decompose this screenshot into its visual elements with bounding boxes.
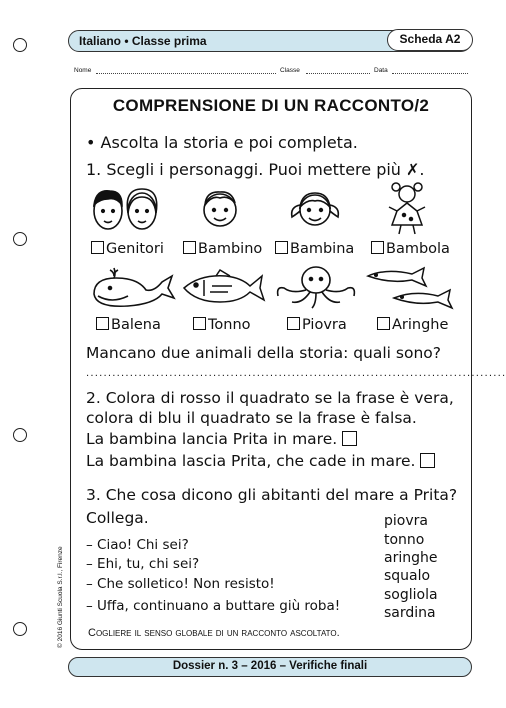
tuna-illustration bbox=[180, 270, 266, 306]
footer-bar: Dossier n. 3 – 2016 – Verifiche finali bbox=[68, 657, 472, 677]
girl-illustration bbox=[288, 183, 342, 233]
copyright-notice: © 2016 Giunti Scuola S.r.l., Firenze bbox=[57, 546, 64, 648]
parents-illustration bbox=[86, 183, 166, 235]
option-tonno[interactable]: Tonno bbox=[193, 317, 251, 333]
whale-illustration bbox=[88, 262, 176, 312]
option-genitori[interactable]: Genitori bbox=[91, 241, 164, 257]
option-aringhe[interactable]: Aringhe bbox=[377, 317, 448, 333]
option-bambina[interactable]: Bambina bbox=[275, 241, 354, 257]
checkbox[interactable] bbox=[96, 317, 109, 330]
phrase-item[interactable]: – Uffa, continuano a buttare giù roba! bbox=[86, 598, 341, 614]
checkbox[interactable] bbox=[377, 317, 390, 330]
question-1: 1. Scegli i personaggi. Puoi mettere più ✗. bbox=[86, 160, 425, 179]
binder-hole bbox=[13, 232, 27, 246]
page-title: COMPRENSIONE DI UN RACCONTO/2 bbox=[112, 96, 430, 115]
sheet-tag: Scheda A2 bbox=[387, 29, 473, 51]
question-3-line1: 3. Che cosa dicono gli abitanti del mare a Prita? bbox=[86, 486, 458, 504]
color-box[interactable] bbox=[342, 431, 357, 446]
checkbox[interactable] bbox=[91, 241, 104, 254]
option-bambino[interactable]: Bambino bbox=[183, 241, 262, 257]
boy-illustration bbox=[198, 183, 242, 233]
student-info-line bbox=[74, 67, 468, 79]
missing-animals-question: Mancano due animali della storia: quali sono? bbox=[86, 344, 442, 362]
doll-illustration bbox=[384, 181, 430, 237]
answer-line[interactable]: ................................................................................................ bbox=[86, 368, 506, 379]
learning-objective: Cogliere il senso globale di un racconto ascoltato. bbox=[88, 627, 340, 639]
question-3-line2: Collega. bbox=[86, 509, 149, 527]
phrase-item[interactable]: – Che solletico! Non resisto! bbox=[86, 576, 275, 592]
option-piovra[interactable]: Piovra bbox=[287, 317, 347, 333]
question-2-line1: 2. Colora di rosso il quadrato se la frase è vera, bbox=[86, 389, 454, 407]
phrase-item[interactable]: – Ciao! Chi sei? bbox=[86, 537, 189, 553]
question-2-line2: colora di blu il quadrato se la frase è falsa. bbox=[86, 409, 417, 427]
animal-item[interactable]: aringhe bbox=[384, 550, 438, 566]
binder-hole bbox=[13, 38, 27, 52]
animal-item[interactable]: sardina bbox=[384, 605, 436, 621]
date-field[interactable] bbox=[392, 73, 468, 74]
animal-item[interactable]: sogliola bbox=[384, 587, 438, 603]
octopus-illustration bbox=[272, 264, 360, 310]
instruction: • Ascolta la storia e poi completa. bbox=[86, 133, 358, 152]
option-balena[interactable]: Balena bbox=[96, 317, 161, 333]
animal-item[interactable]: piovra bbox=[384, 513, 428, 529]
class-label: Classe bbox=[280, 67, 300, 74]
color-box[interactable] bbox=[420, 453, 435, 468]
binder-hole bbox=[13, 622, 27, 636]
checkbox[interactable] bbox=[193, 317, 206, 330]
animal-item[interactable]: tonno bbox=[384, 532, 425, 548]
checkbox[interactable] bbox=[371, 241, 384, 254]
checkbox[interactable] bbox=[287, 317, 300, 330]
phrase-item[interactable]: – Ehi, tu, chi sei? bbox=[86, 556, 200, 572]
option-bambola[interactable]: Bambola bbox=[371, 241, 450, 257]
class-field[interactable] bbox=[306, 73, 370, 74]
statement-1: La bambina lancia Prita in mare. bbox=[86, 430, 357, 448]
checkbox[interactable] bbox=[275, 241, 288, 254]
animal-item[interactable]: squalo bbox=[384, 568, 431, 584]
herrings-illustration bbox=[364, 264, 460, 310]
statement-2: La bambina lascia Prita, che cade in mare. bbox=[86, 452, 435, 470]
binder-hole bbox=[13, 428, 27, 442]
date-label: Data bbox=[374, 67, 388, 74]
header-bar bbox=[68, 30, 472, 52]
checkbox[interactable] bbox=[183, 241, 196, 254]
name-label: Nome bbox=[74, 67, 92, 74]
name-field[interactable] bbox=[96, 73, 276, 74]
subject-label: Italiano • Classe prima bbox=[79, 34, 207, 48]
